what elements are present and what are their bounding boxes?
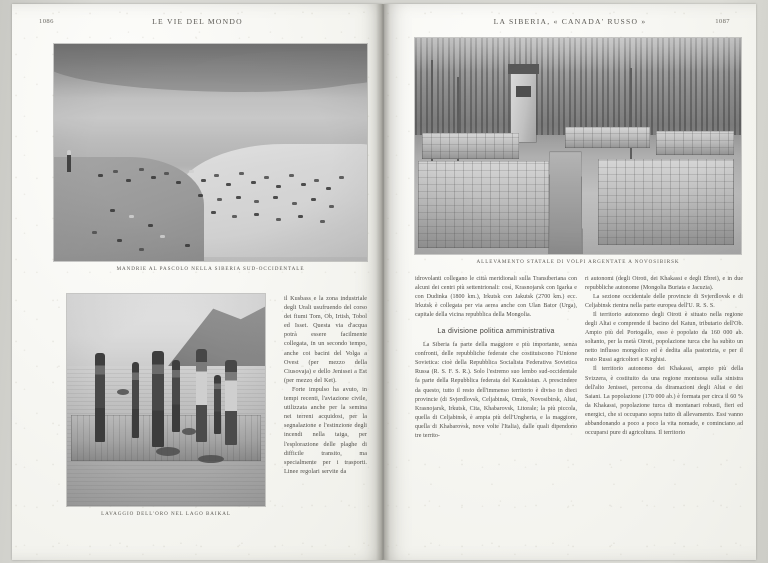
river-bank bbox=[54, 157, 204, 261]
worker-figure bbox=[95, 353, 105, 442]
fox-farm-photo-caption: ALLEVAMENTO STATALE DI VOLPI ARGENTATE A NOVOSIBIRSK bbox=[476, 259, 680, 265]
worker-figure bbox=[196, 349, 207, 442]
paragraph: ri autonomi (degli Oiroti, dei Khakassi e degli Ebrei), e in due repubbliche autonome (Mongolia Buriata e Jacuzia). bbox=[585, 276, 743, 292]
watchtower bbox=[511, 70, 535, 141]
paragraph: La sezione occidentale delle provincie di Svjerdlovsk e di Celjabinsk rientra nella parte europea dell'U. R. S. S. bbox=[585, 294, 743, 310]
herd-photo-caption: MANDRIE AL PASCOLO NELLA SIBERIA SUD-OCCIDENTALE bbox=[116, 266, 305, 272]
gold-washing-photo bbox=[67, 294, 265, 506]
cage-row bbox=[565, 127, 650, 149]
right-page-right-column bbox=[585, 275, 743, 438]
paragraph: Il territorio autonomo dei Khakassi, ampio più della Svizzera, è costituito da una regione montuosa sulla sinistra dell'alto Jenissei, percorsa da diramazioni degli Altai e dei Saiani. La popolazione (170 000 ab.) è formata per circa il 60 % da Khakassi, popolazione turca di montanari robusti, fieri ed energici, che si occupano sopra tutto di allevamento. Essi vanno abbandonando a poco a poco la vita nomade, e cominciano ad occuparsi pure di agricoltura. Il territorio bbox=[585, 366, 743, 436]
herd-photo bbox=[54, 44, 367, 261]
worker-figure bbox=[214, 375, 221, 434]
left-page bbox=[12, 4, 383, 560]
sluice-tub bbox=[182, 428, 196, 435]
sluice-tub bbox=[156, 447, 180, 456]
worker-figure bbox=[132, 362, 139, 438]
worker-figure bbox=[172, 360, 180, 432]
gold-washing-photo-caption: LAVAGGIO DELL'ORO NEL LAGO BAIKAL bbox=[101, 511, 231, 517]
right-page bbox=[384, 4, 756, 560]
paragraph: idrovolanti collegano le città meridionali sulla Transiberiana con alcuni dei centri più settentrionali: così, Krasnojarsk con Igarka e con Dudinka (1800 km.), Irkutsk con Jakutsk (2700 km.) ecc. Irkutsk è collegata per via aerea anche con Ulan Bator (Urga), capitale della vicina repubblica della Mongolia. bbox=[415, 276, 577, 319]
herd-figure bbox=[54, 44, 367, 272]
left-folio: 1086 bbox=[39, 18, 54, 25]
worker-figure bbox=[152, 351, 164, 446]
left-running-head: LE VIE DEL MONDO bbox=[152, 17, 243, 26]
worker-figure bbox=[225, 360, 237, 445]
fox-farm-figure bbox=[415, 38, 741, 265]
cage-row bbox=[598, 159, 735, 245]
cage-row bbox=[418, 161, 548, 247]
cage-row bbox=[656, 131, 734, 155]
fox-farm-photo bbox=[415, 38, 741, 254]
right-page-left-column bbox=[415, 275, 577, 441]
gold-washing-figure bbox=[67, 294, 265, 517]
paragraph: Forte impulso ha avuto, in tempi recenti, l'aviazione civile, utilizzata anche per la semina nei terreni acquidosi, per la segnalazione e l'estinzione degli incendi nella taiga, per l'esplorazione delle plaghe di difficile transito, ma specialmente per i trasporti. Linee regolari servite da bbox=[284, 386, 367, 475]
cage-row bbox=[422, 133, 520, 159]
right-folio: 1087 bbox=[715, 18, 730, 25]
paragraph: Il territorio autonomo degli Oiroti è situato nella regione degli Altai e comprende il bacino del Katun, tributario dell'Ob. Ampio più del Portogallo, esso è popolato da 160 000 ab. soltanto, per la metà Oiroti, popolazione turca che ha subìto un netto influsso mongolico ed è dedita alla pastorizia, e per il resto Russi agricoltori e Kirghisi. bbox=[585, 312, 743, 364]
forest-background bbox=[415, 38, 741, 135]
paragraph: il Kusbass e la zona industriale degli Urali usufruendo del corso dei fiumi Tom, Ob, Irtish, Tobol ed Isset. Questa via d'acqua potrà essere facilmente collegata, in un secondo tempo, anche coi bacini del Volga a Ovest (per mezzo della Ciusovaja) e dello Jenissei a Est (per mezzo del Ket). bbox=[284, 296, 367, 384]
central-walkway bbox=[548, 152, 582, 254]
section-subheading: La divisione politica amministrativa bbox=[437, 328, 555, 336]
herder-figure-person bbox=[67, 150, 71, 172]
right-running-head: LA SIBERIA, « CANADA' RUSSO » bbox=[493, 17, 647, 26]
paragraph: La Siberia fa parte della maggiore e più importante, senza confronti, delle repubbliche federate che costituiscono l'Unione Sovietica: cioè della Repubblica Socialista Federativa Sovietica Russa (R. S. F. S. R.). Solo l'estremo suo lembo sud-occidentale fa parte della Repubblica federata del Kazakistan. A prescindere da questo, tutto il resto dell'immenso territorio è diviso in dieci provincie (di Svjerdlovsk, Celjabinsk, Omsk, Novosibirsk, Altai, Krasnojarsk, Irkutsk, Cita, Khabarovsk, Litorale; la più piccola, quella di Celjabinsk, è ampia più dell'Ungheria, e la maggiore, quella di Khabarovsk, nove volte l'Italia), dalle quali dipendono tre territo- bbox=[415, 342, 577, 439]
left-page-text-column bbox=[284, 295, 367, 477]
sluice-tub bbox=[198, 455, 224, 463]
